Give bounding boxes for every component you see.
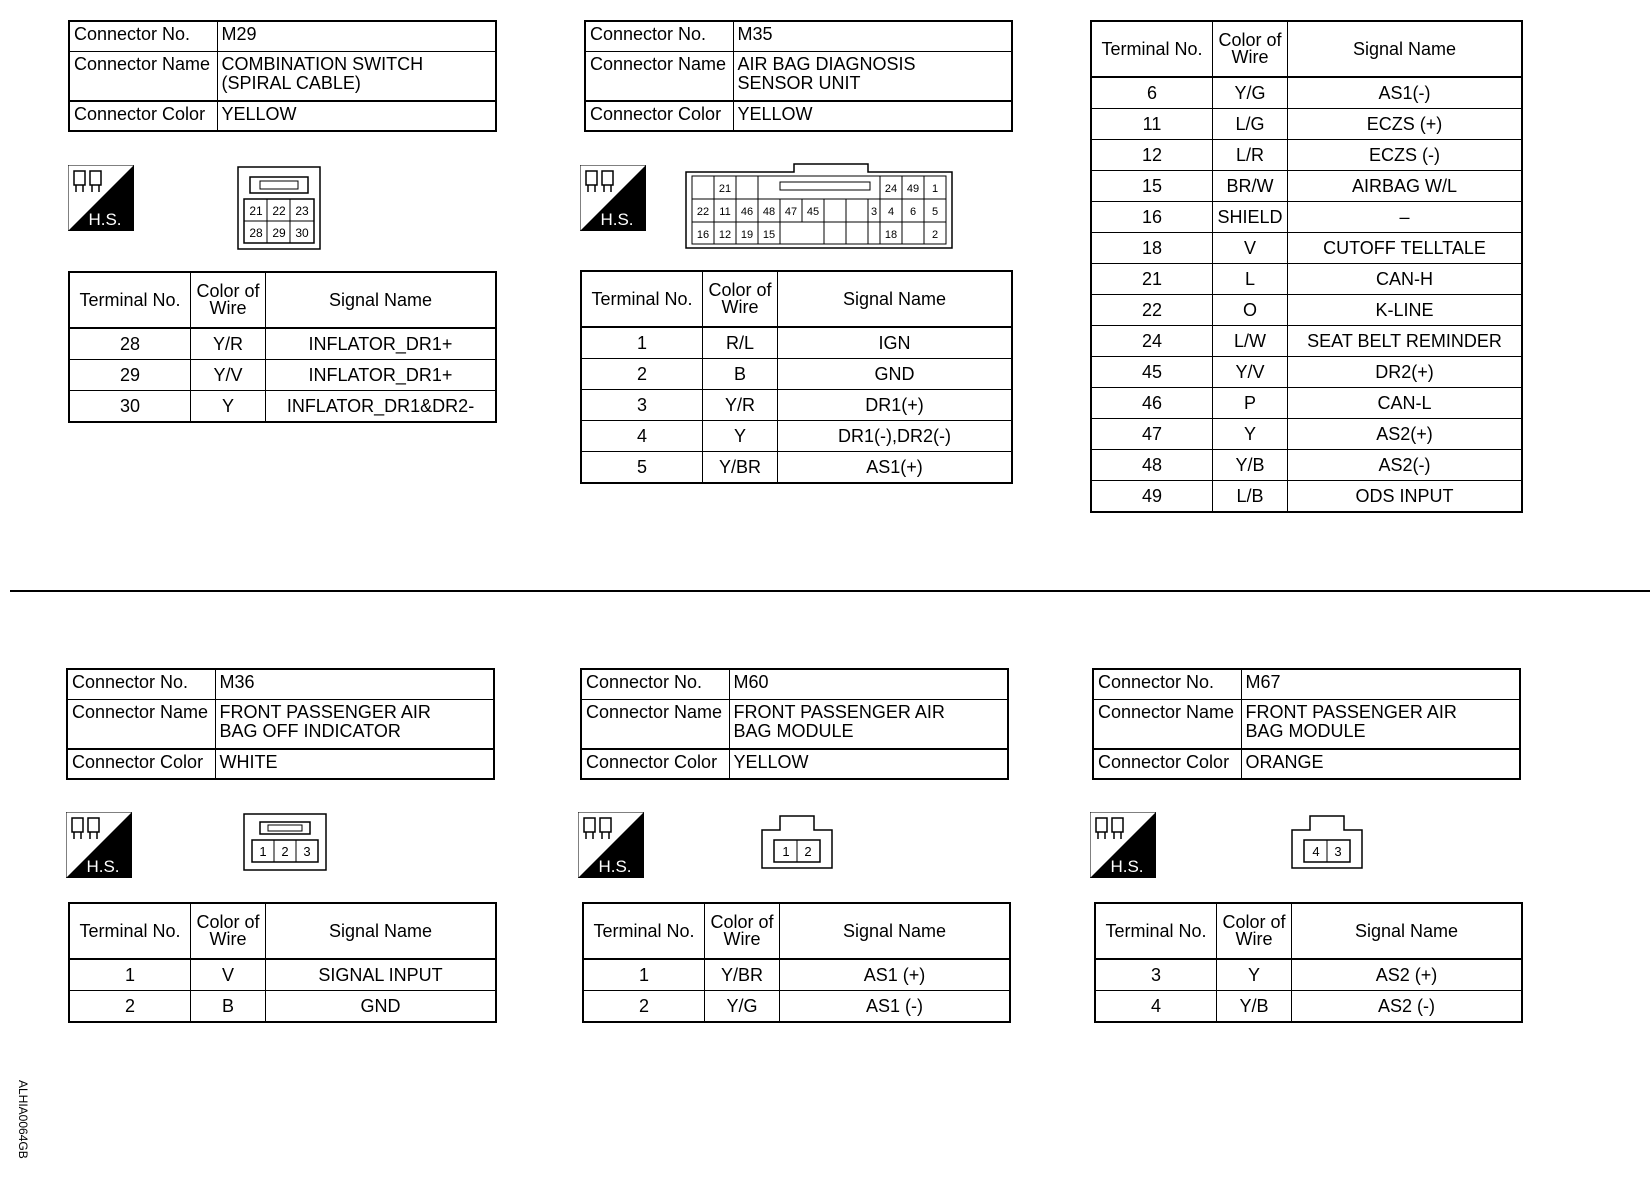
pin-label: 2 (281, 844, 289, 859)
connector-name-value: FRONT PASSENGER AIR BAG MODULE (729, 699, 1008, 749)
table-row: 11 L/G ECZS (+) (1091, 109, 1522, 140)
pin-label: 22 (696, 206, 710, 218)
pin-label: 47 (784, 206, 798, 218)
table-row: 24 L/W SEAT BELT REMINDER (1091, 326, 1522, 357)
table-row: 29 Y/V INFLATOR_DR1+ (69, 360, 496, 391)
connector-no-value: M35 (733, 21, 1012, 51)
table-row: 4 Y/B AS2 (-) (1095, 991, 1522, 1023)
connector-m36-terminals (68, 902, 497, 1023)
terminal-no-header: Terminal No. (1095, 903, 1217, 959)
connector-m35-terminals (580, 270, 1013, 484)
pin-label: 30 (295, 226, 309, 240)
hs-icon (580, 165, 646, 231)
pin-label: 22 (272, 204, 286, 218)
table-row: 3 Y AS2 (+) (1095, 959, 1522, 991)
signal-name-header: Signal Name (780, 903, 1011, 959)
table-row: 21 L CAN-H (1091, 264, 1522, 295)
table-row: 4 Y DR1(-),DR2(-) (581, 421, 1012, 452)
connector-m60-info (580, 668, 1009, 780)
table-row: 1 R/L IGN (581, 327, 1012, 359)
section-divider (10, 590, 1650, 592)
pin-label: 21 (249, 204, 263, 218)
connector-no-label: Connector No. (1093, 669, 1241, 699)
connector-m67-face (1290, 814, 1364, 870)
table-row: 30 Y INFLATOR_DR1&DR2- (69, 391, 496, 423)
pin-label: 2 (804, 844, 812, 859)
table-row: 49 L/B ODS INPUT (1091, 481, 1522, 513)
terminal-no-header: Terminal No. (581, 271, 703, 327)
connector-color-value: YELLOW (729, 749, 1008, 779)
table-row: 16 SHIELD – (1091, 202, 1522, 233)
connector-name-value: COMBINATION SWITCH (SPIRAL CABLE) (217, 51, 496, 101)
pin-label: 21 (718, 183, 732, 195)
pin-label: 49 (906, 183, 920, 195)
pin-label: 19 (740, 229, 754, 241)
wire-color-header: Color of Wire (703, 271, 778, 327)
connector-no-value: M29 (217, 21, 496, 51)
connector-m29-info (68, 20, 497, 132)
table-row: 45 Y/V DR2(+) (1091, 357, 1522, 388)
pin-label: 3 (870, 206, 878, 218)
terminal-no-header: Terminal No. (69, 272, 191, 328)
connector-no-value: M60 (729, 669, 1008, 699)
connector-no-label: Connector No. (581, 669, 729, 699)
svg-text:H.S.: H.S. (86, 857, 120, 876)
pin-label: 16 (696, 229, 710, 241)
wire-color-header: Color of Wire (705, 903, 780, 959)
figure-code: ALHIA0064GB (16, 1080, 30, 1159)
connector-color-value: YELLOW (217, 101, 496, 131)
pin-label: 46 (740, 206, 754, 218)
pin-label: 2 (931, 229, 939, 241)
connector-no-value: M36 (215, 669, 494, 699)
connector-color-value: ORANGE (1241, 749, 1520, 779)
table-row: 46 P CAN-L (1091, 388, 1522, 419)
table-row: 12 L/R ECZS (-) (1091, 140, 1522, 171)
hs-icon (68, 165, 134, 231)
table-row: 2 Y/G AS1 (-) (583, 991, 1010, 1023)
pin-label: 45 (806, 206, 820, 218)
pin-label: 24 (884, 183, 898, 195)
pin-label: 6 (909, 206, 917, 218)
signal-name-header: Signal Name (266, 272, 497, 328)
pin-label: 1 (259, 844, 267, 859)
svg-text:H.S.: H.S. (598, 857, 632, 876)
pin-label: 4 (1312, 844, 1320, 859)
connector-no-label: Connector No. (67, 669, 215, 699)
table-row: 28 Y/R INFLATOR_DR1+ (69, 328, 496, 360)
terminal-no-header: Terminal No. (1091, 21, 1213, 77)
pin-label: 18 (884, 229, 898, 241)
hs-icon (66, 812, 132, 878)
pin-label: 15 (762, 229, 776, 241)
pin-label: 29 (272, 226, 286, 240)
terminal-no-header: Terminal No. (583, 903, 705, 959)
connector-color-value: YELLOW (733, 101, 1012, 131)
wire-color-header: Color of Wire (1217, 903, 1292, 959)
connector-m35-info (584, 20, 1013, 132)
table-row: 6 Y/G AS1(-) (1091, 77, 1522, 109)
table-row: 3 Y/R DR1(+) (581, 390, 1012, 421)
connector-m35-terminals-continued (1090, 20, 1523, 513)
wire-color-header: Color of Wire (191, 272, 266, 328)
table-row: 1 V SIGNAL INPUT (69, 959, 496, 991)
pin-label: 4 (887, 206, 895, 218)
connector-no-value: M67 (1241, 669, 1520, 699)
svg-text:H.S.: H.S. (1110, 857, 1144, 876)
connector-color-label: Connector Color (1093, 749, 1241, 779)
table-row: 18 V CUTOFF TELLTALE (1091, 233, 1522, 264)
connector-m60-terminals (582, 902, 1011, 1023)
connector-color-label: Connector Color (581, 749, 729, 779)
table-row: 47 Y AS2(+) (1091, 419, 1522, 450)
table-row: 5 Y/BR AS1(+) (581, 452, 1012, 484)
signal-name-header: Signal Name (1288, 21, 1523, 77)
connector-m36-face (242, 812, 328, 872)
connector-name-label: Connector Name (67, 699, 215, 749)
table-row: 2 B GND (581, 359, 1012, 390)
pin-label: 3 (1334, 844, 1342, 859)
connector-name-label: Connector Name (585, 51, 733, 101)
hs-icon (1090, 812, 1156, 878)
signal-name-header: Signal Name (778, 271, 1013, 327)
table-row: 2 B GND (69, 991, 496, 1023)
connector-m29-face (236, 165, 322, 251)
table-row: 48 Y/B AS2(-) (1091, 450, 1522, 481)
table-row: 1 Y/BR AS1 (+) (583, 959, 1010, 991)
svg-text:H.S.: H.S. (600, 210, 634, 229)
pin-label: 1 (782, 844, 790, 859)
pin-label: 23 (295, 204, 309, 218)
signal-name-header: Signal Name (266, 903, 497, 959)
wire-color-header: Color of Wire (1213, 21, 1288, 77)
connector-m36-info (66, 668, 495, 780)
pin-label: 48 (762, 206, 776, 218)
connector-name-value: AIR BAG DIAGNOSIS SENSOR UNIT (733, 51, 1012, 101)
pin-label: 3 (303, 844, 311, 859)
connector-m35-face (684, 162, 954, 250)
connector-no-label: Connector No. (69, 21, 217, 51)
connector-name-value: FRONT PASSENGER AIR BAG MODULE (1241, 699, 1520, 749)
connector-name-label: Connector Name (581, 699, 729, 749)
pin-label: 11 (719, 206, 731, 218)
connector-color-label: Connector Color (69, 101, 217, 131)
pin-label: 12 (718, 229, 732, 241)
pin-label: 5 (931, 206, 939, 218)
table-row: 22 O K-LINE (1091, 295, 1522, 326)
connector-m67-info (1092, 668, 1521, 780)
connector-color-label: Connector Color (585, 101, 733, 131)
pin-label: 28 (249, 226, 263, 240)
connector-no-label: Connector No. (585, 21, 733, 51)
connector-name-value: FRONT PASSENGER AIR BAG OFF INDICATOR (215, 699, 494, 749)
wire-color-header: Color of Wire (191, 903, 266, 959)
connector-name-label: Connector Name (69, 51, 217, 101)
table-row: 15 BR/W AIRBAG W/L (1091, 171, 1522, 202)
pin-label: 1 (931, 183, 939, 195)
hs-icon (578, 812, 644, 878)
signal-name-header: Signal Name (1292, 903, 1523, 959)
connector-m60-face (760, 814, 834, 870)
connector-m29-terminals (68, 271, 497, 423)
svg-text:H.S.: H.S. (88, 210, 122, 229)
terminal-no-header: Terminal No. (69, 903, 191, 959)
connector-m67-terminals (1094, 902, 1523, 1023)
connector-color-label: Connector Color (67, 749, 215, 779)
connector-name-label: Connector Name (1093, 699, 1241, 749)
connector-color-value: WHITE (215, 749, 494, 779)
